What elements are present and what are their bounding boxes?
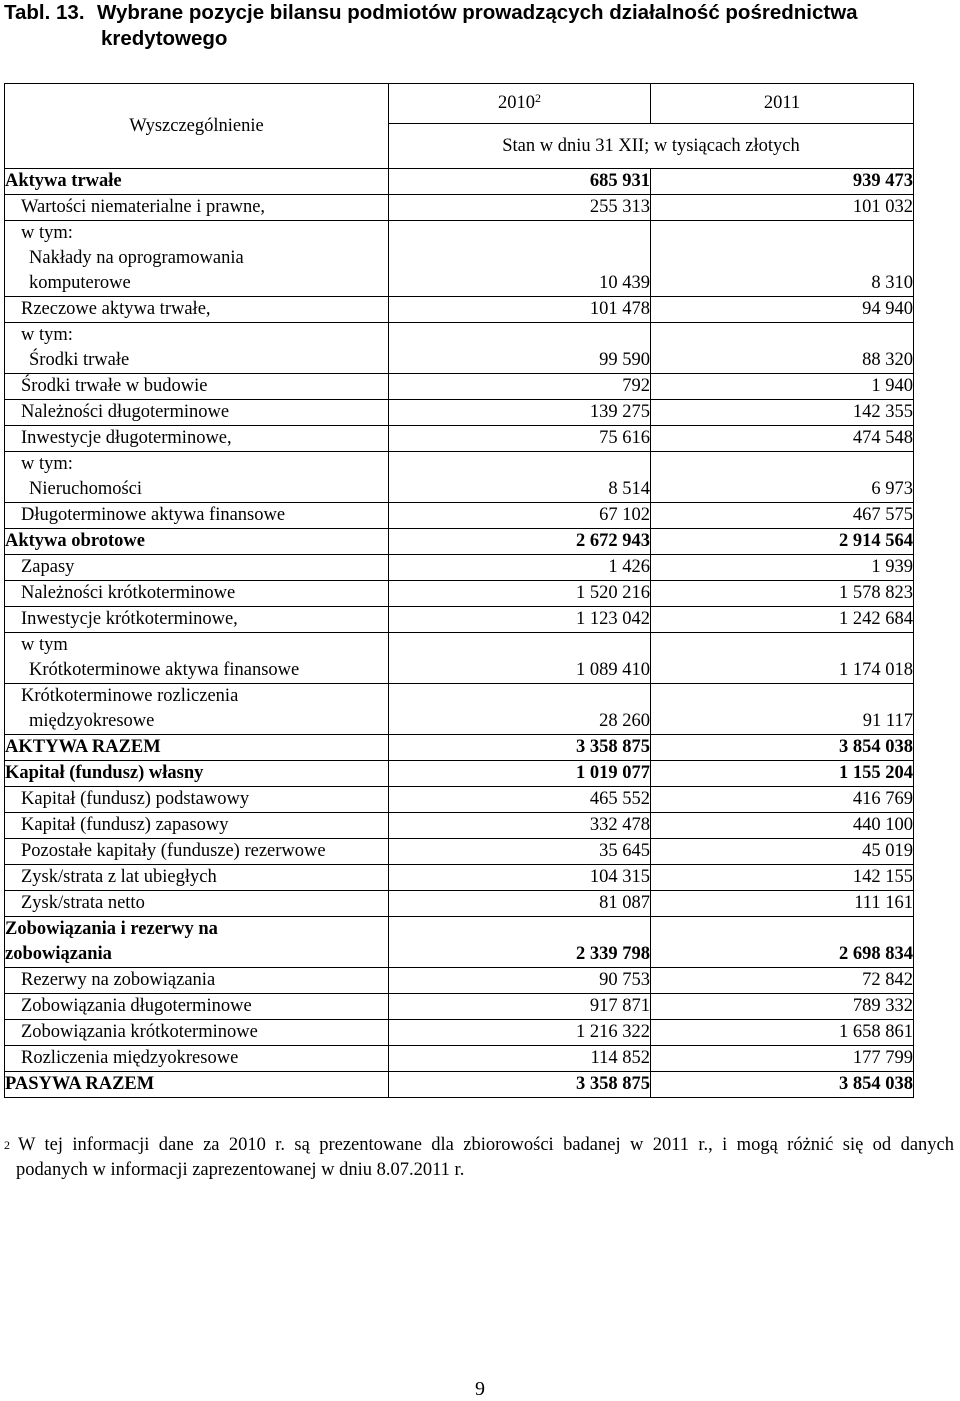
table-row: [5, 787, 914, 813]
value-2011: 94 940: [651, 297, 914, 323]
row-label: [5, 891, 389, 917]
row-label-line: Długoterminowe aktywa finansowe: [21, 505, 286, 525]
table-row: [5, 169, 914, 195]
value-2011: 142 155: [651, 865, 914, 891]
table-body: [5, 84, 914, 1098]
table-row: [5, 735, 914, 761]
value-2010: 139 275: [389, 400, 651, 426]
table-row: [5, 581, 914, 607]
value-2011: 474 548: [651, 426, 914, 452]
row-label-line: Krótkoterminowe rozliczenia: [21, 686, 239, 706]
row-label-line: Rezerwy na zobowiązania: [21, 970, 216, 990]
value-2011: 177 799: [651, 1046, 914, 1072]
value-2010: 35 645: [389, 839, 651, 865]
value-2010: 3 358 875: [389, 1072, 651, 1098]
value-2011: 6 973: [651, 452, 914, 503]
row-label: [5, 994, 389, 1020]
table-row: [5, 839, 914, 865]
table-row: [5, 1046, 914, 1072]
row-label-line: w tym:: [21, 454, 73, 474]
table-row: [5, 555, 914, 581]
footnote-number: 2: [4, 1138, 10, 1152]
value-2011: 91 117: [651, 684, 914, 735]
row-label-line: Rzeczowe aktywa trwałe,: [21, 299, 211, 319]
value-2010: 67 102: [389, 503, 651, 529]
value-2010: 792: [389, 374, 651, 400]
table-row: [5, 426, 914, 452]
row-label-line: Środki trwałe w budowie: [21, 376, 208, 396]
value-2011: 2 698 834: [651, 917, 914, 968]
row-label: [5, 813, 389, 839]
value-2010: 1 019 077: [389, 761, 651, 787]
table-row: [5, 994, 914, 1020]
value-2011: 45 019: [651, 839, 914, 865]
table-row: [5, 761, 914, 787]
table-row: [5, 1020, 914, 1046]
row-label-line: Kapitał (fundusz) własny: [5, 763, 204, 783]
value-2010: 114 852: [389, 1046, 651, 1072]
value-2010: 90 753: [389, 968, 651, 994]
table-number: Tabl. 13.: [4, 1, 85, 24]
row-label-line: Zapasy: [21, 557, 75, 577]
value-2011: 939 473: [651, 169, 914, 195]
row-label-line: Inwestycje krótkoterminowe,: [21, 609, 238, 629]
row-label-line: w tym:: [21, 223, 73, 243]
row-label: [5, 221, 389, 297]
value-2011: 8 310: [651, 221, 914, 297]
row-label: [5, 555, 389, 581]
balance-sheet-table: [4, 83, 914, 1098]
row-label-line: Inwestycje długoterminowe,: [21, 428, 232, 448]
value-2010: 99 590: [389, 323, 651, 374]
row-label-line: Kapitał (fundusz) zapasowy: [21, 815, 229, 835]
value-2011: 1 939: [651, 555, 914, 581]
header-year-2010: [389, 84, 651, 124]
value-2010: 1 216 322: [389, 1020, 651, 1046]
value-2011: 416 769: [651, 787, 914, 813]
row-label-line: Zobowiązania i rezerwy na: [5, 919, 218, 939]
row-label: [5, 633, 389, 684]
row-label-line: Krótkoterminowe aktywa finansowe: [29, 660, 300, 680]
value-2011: 1 155 204: [651, 761, 914, 787]
value-2011: 440 100: [651, 813, 914, 839]
table-row: [5, 503, 914, 529]
row-label: [5, 1046, 389, 1072]
value-2010: 10 439: [389, 221, 651, 297]
row-label-line: Aktywa trwałe: [5, 171, 122, 191]
row-label-line: komputerowe: [29, 273, 131, 293]
row-label-line: AKTYWA RAZEM: [5, 737, 161, 757]
table-row: [5, 374, 914, 400]
page-number: 9: [475, 1378, 485, 1400]
row-label-line: Zysk/strata z lat ubiegłych: [21, 867, 217, 887]
value-2010: 104 315: [389, 865, 651, 891]
header-row-years: [5, 84, 914, 124]
row-label: [5, 581, 389, 607]
row-label-line: międzyokresowe: [29, 711, 155, 731]
table-row: [5, 607, 914, 633]
row-label: [5, 761, 389, 787]
row-label-line: Nieruchomości: [29, 479, 143, 499]
row-label-line: PASYWA RAZEM: [5, 1074, 155, 1094]
value-2011: 3 854 038: [651, 735, 914, 761]
value-2010: 332 478: [389, 813, 651, 839]
row-label: [5, 374, 389, 400]
row-label: [5, 839, 389, 865]
footnote-line2: podanych w informacji zaprezentowanej w dniu 8.07.2011 r.: [16, 1160, 465, 1180]
row-label: [5, 426, 389, 452]
row-label-line: Należności długoterminowe: [21, 402, 230, 422]
value-2011: 88 320: [651, 323, 914, 374]
value-2011: 1 940: [651, 374, 914, 400]
row-label-line: Zysk/strata netto: [21, 893, 145, 913]
row-label-line: Pozostałe kapitały (fundusze) rezerwowe: [21, 841, 326, 861]
row-label-line: zobowiązania: [5, 944, 112, 964]
table-row: [5, 865, 914, 891]
row-label: [5, 323, 389, 374]
row-label-line: Rozliczenia międzyokresowe: [21, 1048, 239, 1068]
row-label: [5, 735, 389, 761]
value-2010: 8 514: [389, 452, 651, 503]
row-label: [5, 968, 389, 994]
value-2011: 1 242 684: [651, 607, 914, 633]
value-2011: 142 355: [651, 400, 914, 426]
row-label: [5, 917, 389, 968]
row-label-line: Aktywa obrotowe: [5, 531, 145, 551]
value-2011: 789 332: [651, 994, 914, 1020]
table-row: [5, 529, 914, 555]
row-label-line: w tym:: [21, 325, 73, 345]
value-2010: 465 552: [389, 787, 651, 813]
table-row: [5, 968, 914, 994]
table-row: [5, 221, 914, 297]
row-label: [5, 169, 389, 195]
table-row: [5, 195, 914, 221]
row-label: [5, 1020, 389, 1046]
header-label: Wyszczególnienie: [5, 84, 389, 169]
table-row: [5, 684, 914, 735]
row-label-line: Zobowiązania długoterminowe: [21, 996, 252, 1016]
table-row: [5, 400, 914, 426]
row-label: [5, 529, 389, 555]
row-label: [5, 787, 389, 813]
row-label: [5, 865, 389, 891]
value-2010: 1 426: [389, 555, 651, 581]
value-2011: 111 161: [651, 891, 914, 917]
value-2011: 101 032: [651, 195, 914, 221]
footnote-line1: W tej informacji dane za 2010 r. są prezentowane dla zbiorowości badanej w 2011 r., i mogą różnić się od danych: [18, 1135, 954, 1155]
value-2010: 1 123 042: [389, 607, 651, 633]
table-row: [5, 917, 914, 968]
row-label: [5, 503, 389, 529]
table-title-line2: kredytowego: [101, 27, 228, 50]
value-2011: 1 578 823: [651, 581, 914, 607]
value-2011: 3 854 038: [651, 1072, 914, 1098]
row-label: [5, 1072, 389, 1098]
table-row: [5, 813, 914, 839]
row-label: [5, 607, 389, 633]
table-row: [5, 297, 914, 323]
table-title-line1: Wybrane pozycje bilansu podmiotów prowadzących działalność pośrednictwa: [97, 1, 858, 24]
row-label-line: Kapitał (fundusz) podstawowy: [21, 789, 250, 809]
row-label: [5, 297, 389, 323]
value-2010: 917 871: [389, 994, 651, 1020]
row-label: [5, 400, 389, 426]
table-row: [5, 633, 914, 684]
value-2010: 2 339 798: [389, 917, 651, 968]
value-2010: 685 931: [389, 169, 651, 195]
row-label-line: Wartości niematerialne i prawne,: [21, 197, 266, 217]
row-label-line: Zobowiązania krótkoterminowe: [21, 1022, 258, 1042]
table-title: [4, 0, 954, 52]
value-2010: 75 616: [389, 426, 651, 452]
row-label: [5, 195, 389, 221]
header-year-2011: 2011: [651, 84, 914, 124]
value-2010: 255 313: [389, 195, 651, 221]
value-2010: 28 260: [389, 684, 651, 735]
value-2011: 1 174 018: [651, 633, 914, 684]
table-row: [5, 452, 914, 503]
row-label-line: Środki trwałe: [29, 350, 130, 370]
table-row: [5, 323, 914, 374]
row-label: [5, 684, 389, 735]
row-label: [5, 452, 389, 503]
value-2011: 2 914 564: [651, 529, 914, 555]
value-2010: 81 087: [389, 891, 651, 917]
value-2011: 1 658 861: [651, 1020, 914, 1046]
footnote-marker: 2: [535, 91, 541, 105]
year-2010-text: 2010: [498, 93, 535, 113]
value-2010: 3 358 875: [389, 735, 651, 761]
row-label-line: Należności krótkoterminowe: [21, 583, 236, 603]
row-label-line: Nakłady na oprogramowania: [29, 248, 244, 268]
value-2011: 72 842: [651, 968, 914, 994]
value-2010: 1 520 216: [389, 581, 651, 607]
table-row: [5, 891, 914, 917]
value-2011: 467 575: [651, 503, 914, 529]
header-unit: Stan w dniu 31 XII; w tysiącach złotych: [389, 124, 914, 169]
row-label-line: w tym: [21, 635, 68, 655]
value-2010: 101 478: [389, 297, 651, 323]
footnote: [4, 1133, 954, 1183]
value-2010: 2 672 943: [389, 529, 651, 555]
value-2010: 1 089 410: [389, 633, 651, 684]
table-row: [5, 1072, 914, 1098]
